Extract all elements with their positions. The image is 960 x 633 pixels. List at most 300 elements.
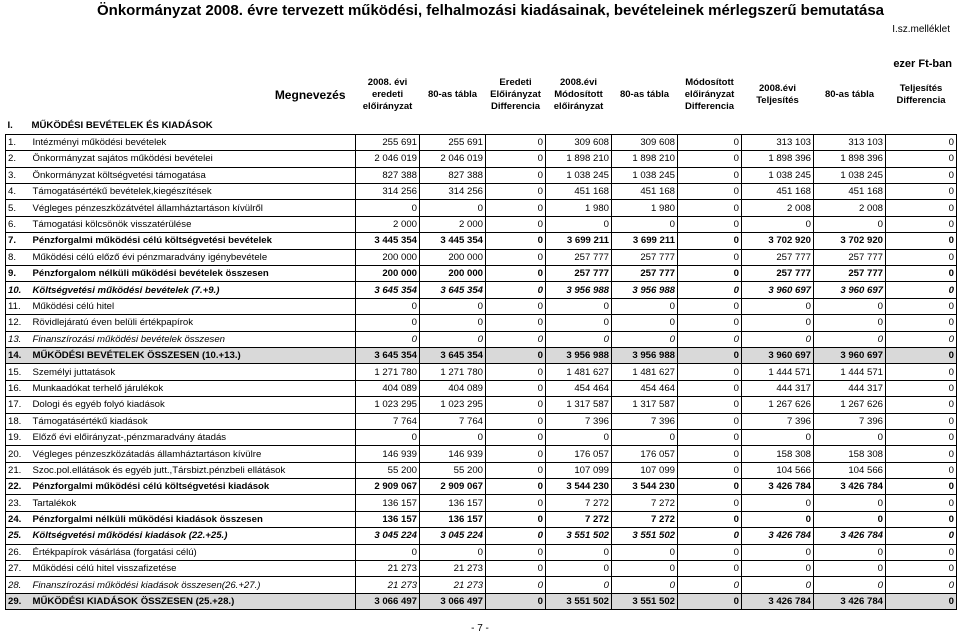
- cell-teljesites: 3 426 784: [742, 479, 814, 495]
- table-header: [6, 72, 957, 118]
- cell-eredeti-differencia: 0: [486, 577, 546, 593]
- cell-eredeti-differencia: 0: [486, 446, 546, 462]
- cell-teljesites-differencia: 0: [886, 347, 957, 363]
- cell-eredeti-differencia: 0: [486, 331, 546, 347]
- cell-80-tabla-2: 176 057: [612, 446, 678, 462]
- cell-modositott-eloiranyzat: 3 956 988: [546, 347, 612, 363]
- cell-80-tabla-3: 0: [814, 331, 886, 347]
- cell-eredeti-eloiranyzat: 55 200: [356, 462, 420, 478]
- cell-modositott-differencia: 0: [678, 298, 742, 314]
- cell-eredeti-differencia: 0: [486, 479, 546, 495]
- section-row: [6, 118, 957, 134]
- cell-eredeti-eloiranyzat: 3 066 497: [356, 593, 420, 609]
- cell-80-tabla-2: 0: [612, 315, 678, 331]
- cell-80-tabla-2: 257 777: [612, 266, 678, 282]
- row-label: Értékpapírok vásárlása (forgatási célú): [30, 544, 356, 560]
- cell-teljesites: 444 317: [742, 380, 814, 396]
- cell-teljesites-differencia: 0: [886, 233, 957, 249]
- cell-teljesites: 0: [742, 315, 814, 331]
- row-label: Pénzforgalmi nélküli működési kiadások összesen: [30, 511, 356, 527]
- cell-eredeti-eloiranyzat: 0: [356, 544, 420, 560]
- cell-80-tabla-2: 0: [612, 216, 678, 232]
- cell-80-tabla-3: 0: [814, 216, 886, 232]
- cell-eredeti-eloiranyzat: 3 445 354: [356, 233, 420, 249]
- cell-eredeti-eloiranyzat: 3 645 354: [356, 347, 420, 363]
- cell-modositott-eloiranyzat: 0: [546, 315, 612, 331]
- cell-teljesites-differencia: 0: [886, 544, 957, 560]
- cell-eredeti-differencia: 0: [486, 413, 546, 429]
- cell-80-tabla-2: 454 464: [612, 380, 678, 396]
- cell-teljesites-differencia: 0: [886, 151, 957, 167]
- cell-80-tabla-2: 0: [612, 429, 678, 445]
- cell-80-tabla-2: 0: [612, 561, 678, 577]
- cell-teljesites-differencia: 0: [886, 184, 957, 200]
- cell-modositott-differencia: 0: [678, 577, 742, 593]
- header-eredeti-differencia: Eredeti Előirányzat Differencia: [490, 77, 541, 112]
- cell-80-tabla-1: 827 388: [420, 167, 486, 183]
- cell-eredeti-differencia: 0: [486, 315, 546, 331]
- cell-modositott-differencia: 0: [678, 446, 742, 462]
- header-modositott-eloiranyzat: 2008.évi Módosított előirányzat: [553, 77, 604, 112]
- cell-eredeti-differencia: 0: [486, 134, 546, 150]
- table-row: [6, 134, 957, 150]
- cell-modositott-differencia: 0: [678, 397, 742, 413]
- cell-80-tabla-2: 1 898 210: [612, 151, 678, 167]
- cell-eredeti-eloiranyzat: 200 000: [356, 249, 420, 265]
- row-label: Finanszírozási működési bevételek összesen: [30, 331, 356, 347]
- cell-eredeti-eloiranyzat: 3 045 224: [356, 528, 420, 544]
- table-row: [6, 561, 957, 577]
- header-modositott-differencia: Módosított előirányzat Differencia: [684, 77, 735, 112]
- cell-eredeti-eloiranyzat: 7 764: [356, 413, 420, 429]
- row-label: Pénzforgalom nélküli működési bevételek összesen: [30, 266, 356, 282]
- row-label: Személyi juttatások: [30, 364, 356, 380]
- cell-teljesites-differencia: 0: [886, 593, 957, 609]
- cell-modositott-differencia: 0: [678, 331, 742, 347]
- cell-teljesites-differencia: 0: [886, 479, 957, 495]
- row-number: 11.: [6, 298, 30, 314]
- cell-80-tabla-3: 0: [814, 298, 886, 314]
- cell-eredeti-eloiranyzat: 21 273: [356, 577, 420, 593]
- cell-eredeti-differencia: 0: [486, 495, 546, 511]
- cell-modositott-eloiranyzat: 3 544 230: [546, 479, 612, 495]
- cell-80-tabla-3: 2 008: [814, 200, 886, 216]
- row-label: Költségvetési működési bevételek (7.+9.): [30, 282, 356, 298]
- cell-80-tabla-2: 0: [612, 331, 678, 347]
- cell-80-tabla-1: 200 000: [420, 249, 486, 265]
- cell-teljesites: 3 426 784: [742, 528, 814, 544]
- cell-teljesites: 1 267 626: [742, 397, 814, 413]
- cell-teljesites-differencia: 0: [886, 266, 957, 282]
- row-label: MŰKÖDÉSI BEVÉTELEK ÖSSZESEN (10.+13.): [30, 347, 356, 363]
- row-number: 21.: [6, 462, 30, 478]
- table-body: [6, 118, 957, 610]
- cell-eredeti-eloiranyzat: 0: [356, 429, 420, 445]
- row-label: Működési célú hitel: [30, 298, 356, 314]
- cell-eredeti-eloiranyzat: 2 909 067: [356, 479, 420, 495]
- cell-80-tabla-1: 314 256: [420, 184, 486, 200]
- cell-teljesites: 313 103: [742, 134, 814, 150]
- page-title: Önkormányzat 2008. évre tervezett működési, felhalmozási kiadásainak, bevételeinek mérlegszerű bemutatása: [97, 2, 885, 19]
- row-label: Pénzforgalmi működési célú költségvetési kiadások: [30, 479, 356, 495]
- row-number: 3.: [6, 167, 30, 183]
- cell-teljesites: 1 898 396: [742, 151, 814, 167]
- cell-teljesites-differencia: 0: [886, 364, 957, 380]
- row-number: 29.: [6, 593, 30, 609]
- cell-modositott-differencia: 0: [678, 233, 742, 249]
- row-label: Működési célú hitel visszafizetése: [30, 561, 356, 577]
- cell-eredeti-differencia: 0: [486, 380, 546, 396]
- table-row: [6, 151, 957, 167]
- row-number: 2.: [6, 151, 30, 167]
- cell-modositott-differencia: 0: [678, 249, 742, 265]
- row-label: Támogatási kölcsönök visszatérülése: [30, 216, 356, 232]
- cell-modositott-eloiranyzat: 1 481 627: [546, 364, 612, 380]
- cell-modositott-differencia: 0: [678, 462, 742, 478]
- table-row: [6, 429, 957, 445]
- section-label: MŰKÖDÉSI BEVÉTELEK ÉS KIADÁSOK: [30, 118, 957, 134]
- cell-teljesites: 0: [742, 495, 814, 511]
- cell-80-tabla-3: 0: [814, 561, 886, 577]
- table-row: [6, 528, 957, 544]
- cell-modositott-differencia: 0: [678, 347, 742, 363]
- cell-modositott-differencia: 0: [678, 413, 742, 429]
- cell-teljesites: 0: [742, 561, 814, 577]
- row-number: 9.: [6, 266, 30, 282]
- table-row: [6, 577, 957, 593]
- cell-teljesites: 3 426 784: [742, 593, 814, 609]
- cell-modositott-differencia: 0: [678, 167, 742, 183]
- cell-modositott-eloiranyzat: 3 956 988: [546, 282, 612, 298]
- cell-80-tabla-1: 146 939: [420, 446, 486, 462]
- cell-80-tabla-3: 1 267 626: [814, 397, 886, 413]
- cell-80-tabla-1: 0: [420, 315, 486, 331]
- cell-eredeti-differencia: 0: [486, 151, 546, 167]
- cell-modositott-eloiranyzat: 107 099: [546, 462, 612, 478]
- row-number: 28.: [6, 577, 30, 593]
- cell-80-tabla-1: 2 000: [420, 216, 486, 232]
- cell-80-tabla-3: 0: [814, 429, 886, 445]
- row-label: Költségvetési működési kiadások (22.+25.): [30, 528, 356, 544]
- cell-eredeti-eloiranyzat: 146 939: [356, 446, 420, 462]
- row-label: Finanszírozási működési kiadások összesen(26.+27.): [30, 577, 356, 593]
- cell-80-tabla-2: 7 272: [612, 511, 678, 527]
- header-teljesites: 2008.évi Teljesítés: [756, 83, 799, 106]
- cell-80-tabla-2: 3 699 211: [612, 233, 678, 249]
- cell-modositott-eloiranyzat: 0: [546, 561, 612, 577]
- cell-teljesites-differencia: 0: [886, 561, 957, 577]
- row-number: 25.: [6, 528, 30, 544]
- cell-80-tabla-2: 309 608: [612, 134, 678, 150]
- row-number: 26.: [6, 544, 30, 560]
- cell-teljesites-differencia: 0: [886, 216, 957, 232]
- row-number: 19.: [6, 429, 30, 445]
- cell-eredeti-eloiranyzat: 827 388: [356, 167, 420, 183]
- cell-80-tabla-1: 7 764: [420, 413, 486, 429]
- row-number: 14.: [6, 347, 30, 363]
- table-row: [6, 413, 957, 429]
- cell-80-tabla-2: 3 551 502: [612, 593, 678, 609]
- cell-modositott-eloiranyzat: 451 168: [546, 184, 612, 200]
- cell-modositott-eloiranyzat: 1 980: [546, 200, 612, 216]
- row-number: 18.: [6, 413, 30, 429]
- row-number: 16.: [6, 380, 30, 396]
- cell-modositott-eloiranyzat: 0: [546, 298, 612, 314]
- cell-modositott-eloiranyzat: 3 551 502: [546, 528, 612, 544]
- cell-80-tabla-1: 0: [420, 200, 486, 216]
- row-number: 12.: [6, 315, 30, 331]
- cell-eredeti-eloiranyzat: 3 645 354: [356, 282, 420, 298]
- cell-80-tabla-1: 2 046 019: [420, 151, 486, 167]
- cell-80-tabla-1: 0: [420, 331, 486, 347]
- cell-modositott-eloiranyzat: 257 777: [546, 249, 612, 265]
- row-number: 27.: [6, 561, 30, 577]
- cell-eredeti-differencia: 0: [486, 298, 546, 314]
- cell-80-tabla-1: 0: [420, 298, 486, 314]
- cell-80-tabla-3: 0: [814, 495, 886, 511]
- cell-80-tabla-1: 3 645 354: [420, 347, 486, 363]
- cell-eredeti-eloiranyzat: 255 691: [356, 134, 420, 150]
- page-number: - 7 -: [471, 623, 489, 633]
- cell-80-tabla-2: 3 956 988: [612, 282, 678, 298]
- cell-80-tabla-3: 313 103: [814, 134, 886, 150]
- cell-modositott-differencia: 0: [678, 134, 742, 150]
- unit-label: ezer Ft-ban: [893, 58, 952, 70]
- cell-80-tabla-3: 0: [814, 315, 886, 331]
- cell-eredeti-eloiranyzat: 0: [356, 200, 420, 216]
- cell-80-tabla-2: 0: [612, 544, 678, 560]
- cell-eredeti-eloiranyzat: 2 046 019: [356, 151, 420, 167]
- cell-teljesites-differencia: 0: [886, 462, 957, 478]
- cell-80-tabla-3: 3 426 784: [814, 479, 886, 495]
- cell-teljesites: 158 308: [742, 446, 814, 462]
- cell-modositott-eloiranyzat: 3 699 211: [546, 233, 612, 249]
- cell-modositott-eloiranyzat: 0: [546, 429, 612, 445]
- cell-teljesites: 0: [742, 216, 814, 232]
- cell-eredeti-differencia: 0: [486, 167, 546, 183]
- annex-label: I.sz.melléklet: [892, 24, 950, 35]
- cell-teljesites: 104 566: [742, 462, 814, 478]
- row-number: 15.: [6, 364, 30, 380]
- cell-teljesites-differencia: 0: [886, 331, 957, 347]
- row-number: 24.: [6, 511, 30, 527]
- cell-teljesites-differencia: 0: [886, 511, 957, 527]
- cell-modositott-eloiranyzat: 7 272: [546, 495, 612, 511]
- cell-modositott-differencia: 0: [678, 200, 742, 216]
- cell-modositott-differencia: 0: [678, 380, 742, 396]
- cell-teljesites: 7 396: [742, 413, 814, 429]
- cell-modositott-eloiranyzat: 0: [546, 577, 612, 593]
- cell-modositott-differencia: 0: [678, 184, 742, 200]
- row-number: 20.: [6, 446, 30, 462]
- cell-eredeti-eloiranyzat: 136 157: [356, 511, 420, 527]
- cell-80-tabla-1: 255 691: [420, 134, 486, 150]
- cell-teljesites-differencia: 0: [886, 282, 957, 298]
- table-row: [6, 298, 957, 314]
- cell-80-tabla-1: 3 066 497: [420, 593, 486, 609]
- cell-80-tabla-3: 257 777: [814, 266, 886, 282]
- cell-modositott-differencia: 0: [678, 429, 742, 445]
- row-label: Dologi és egyéb folyó kiadások: [30, 397, 356, 413]
- cell-eredeti-differencia: 0: [486, 233, 546, 249]
- row-label: Támogatásértékű bevételek,kiegészítések: [30, 184, 356, 200]
- row-number: 5.: [6, 200, 30, 216]
- cell-80-tabla-3: 3 426 784: [814, 593, 886, 609]
- header-80-tabla-1: 80-as tábla: [427, 89, 478, 100]
- cell-teljesites: 3 960 697: [742, 282, 814, 298]
- row-number: 13.: [6, 331, 30, 347]
- cell-teljesites-differencia: 0: [886, 528, 957, 544]
- cell-modositott-eloiranyzat: 0: [546, 331, 612, 347]
- row-number: 22.: [6, 479, 30, 495]
- cell-80-tabla-2: 257 777: [612, 249, 678, 265]
- row-number: 6.: [6, 216, 30, 232]
- table-row: [6, 495, 957, 511]
- cell-eredeti-differencia: 0: [486, 511, 546, 527]
- cell-teljesites: 3 960 697: [742, 347, 814, 363]
- cell-modositott-eloiranyzat: 454 464: [546, 380, 612, 396]
- row-number: 10.: [6, 282, 30, 298]
- cell-eredeti-differencia: 0: [486, 397, 546, 413]
- cell-80-tabla-1: 136 157: [420, 511, 486, 527]
- cell-80-tabla-2: 1 317 587: [612, 397, 678, 413]
- cell-80-tabla-1: 1 271 780: [420, 364, 486, 380]
- cell-eredeti-differencia: 0: [486, 200, 546, 216]
- cell-eredeti-eloiranyzat: 2 000: [356, 216, 420, 232]
- row-label: Önkormányzat költségvetési támogatása: [30, 167, 356, 183]
- cell-teljesites-differencia: 0: [886, 446, 957, 462]
- cell-modositott-differencia: 0: [678, 561, 742, 577]
- table-row: [6, 266, 957, 282]
- row-label: Rövidlejáratú éven belüli értékpapírok: [30, 315, 356, 331]
- cell-80-tabla-2: 7 272: [612, 495, 678, 511]
- cell-eredeti-eloiranyzat: 0: [356, 331, 420, 347]
- cell-modositott-differencia: 0: [678, 151, 742, 167]
- cell-teljesites-differencia: 0: [886, 413, 957, 429]
- cell-teljesites: 0: [742, 298, 814, 314]
- cell-modositott-eloiranyzat: 1 038 245: [546, 167, 612, 183]
- table-row: [6, 593, 957, 609]
- row-label: Szoc.pol.ellátások és egyéb jutt.,Társbizt.pénzbeli ellátások: [30, 462, 356, 478]
- row-label: Pénzforgalmi működési célú költségvetési bevételek: [30, 233, 356, 249]
- table-row: [6, 380, 957, 396]
- cell-80-tabla-3: 3 960 697: [814, 282, 886, 298]
- cell-80-tabla-1: 55 200: [420, 462, 486, 478]
- table-row: [6, 249, 957, 265]
- cell-80-tabla-3: 3 426 784: [814, 528, 886, 544]
- cell-modositott-eloiranyzat: 176 057: [546, 446, 612, 462]
- cell-modositott-eloiranyzat: 7 396: [546, 413, 612, 429]
- table-row: [6, 479, 957, 495]
- cell-eredeti-differencia: 0: [486, 544, 546, 560]
- cell-80-tabla-3: 451 168: [814, 184, 886, 200]
- cell-teljesites: 0: [742, 544, 814, 560]
- cell-eredeti-differencia: 0: [486, 429, 546, 445]
- cell-80-tabla-3: 0: [814, 544, 886, 560]
- cell-eredeti-differencia: 0: [486, 184, 546, 200]
- table-row: [6, 446, 957, 462]
- cell-80-tabla-3: 3 702 920: [814, 233, 886, 249]
- cell-teljesites: 0: [742, 511, 814, 527]
- header-teljesites-differencia: Teljesítés Differencia: [896, 83, 946, 106]
- cell-eredeti-differencia: 0: [486, 593, 546, 609]
- cell-80-tabla-1: 3 445 354: [420, 233, 486, 249]
- cell-80-tabla-1: 136 157: [420, 495, 486, 511]
- cell-80-tabla-2: 1 038 245: [612, 167, 678, 183]
- table-row: [6, 184, 957, 200]
- cell-teljesites: 451 168: [742, 184, 814, 200]
- cell-eredeti-differencia: 0: [486, 561, 546, 577]
- cell-modositott-differencia: 0: [678, 216, 742, 232]
- cell-80-tabla-3: 7 396: [814, 413, 886, 429]
- table-row: [6, 167, 957, 183]
- row-label: Előző évi előirányzat-,pénzmaradvány átadás: [30, 429, 356, 445]
- cell-eredeti-eloiranyzat: 314 256: [356, 184, 420, 200]
- cell-modositott-differencia: 0: [678, 511, 742, 527]
- row-number: 7.: [6, 233, 30, 249]
- cell-80-tabla-1: 404 089: [420, 380, 486, 396]
- cell-eredeti-eloiranyzat: 1 023 295: [356, 397, 420, 413]
- cell-teljesites: 0: [742, 331, 814, 347]
- cell-teljesites-differencia: 0: [886, 134, 957, 150]
- row-label: Munkaadókat terhelő járulékok: [30, 380, 356, 396]
- row-number: 23.: [6, 495, 30, 511]
- cell-modositott-eloiranyzat: 1 317 587: [546, 397, 612, 413]
- cell-80-tabla-2: 3 956 988: [612, 347, 678, 363]
- header-80-tabla-3: 80-as tábla: [824, 89, 875, 100]
- cell-80-tabla-3: 158 308: [814, 446, 886, 462]
- cell-80-tabla-2: 0: [612, 298, 678, 314]
- cell-eredeti-eloiranyzat: 0: [356, 315, 420, 331]
- cell-eredeti-differencia: 0: [486, 282, 546, 298]
- cell-eredeti-differencia: 0: [486, 347, 546, 363]
- cell-teljesites: 3 702 920: [742, 233, 814, 249]
- cell-teljesites-differencia: 0: [886, 577, 957, 593]
- cell-80-tabla-3: 1 444 571: [814, 364, 886, 380]
- budget-table: [5, 72, 957, 610]
- cell-modositott-differencia: 0: [678, 495, 742, 511]
- cell-modositott-differencia: 0: [678, 479, 742, 495]
- row-label: Intézményi működési bevételek: [30, 134, 356, 150]
- cell-modositott-eloiranyzat: 0: [546, 544, 612, 560]
- cell-80-tabla-3: 3 960 697: [814, 347, 886, 363]
- cell-eredeti-differencia: 0: [486, 216, 546, 232]
- cell-teljesites-differencia: 0: [886, 380, 957, 396]
- cell-80-tabla-2: 7 396: [612, 413, 678, 429]
- cell-eredeti-eloiranyzat: 0: [356, 298, 420, 314]
- cell-modositott-eloiranyzat: 0: [546, 216, 612, 232]
- row-number: 1.: [6, 134, 30, 150]
- table-row: [6, 397, 957, 413]
- cell-modositott-differencia: 0: [678, 266, 742, 282]
- table-row: [6, 216, 957, 232]
- cell-teljesites-differencia: 0: [886, 298, 957, 314]
- cell-eredeti-eloiranyzat: 404 089: [356, 380, 420, 396]
- row-label: Működési célú előző évi pénzmaradvány igénybevétele: [30, 249, 356, 265]
- cell-teljesites: 257 777: [742, 249, 814, 265]
- cell-modositott-eloiranyzat: 1 898 210: [546, 151, 612, 167]
- cell-80-tabla-2: 451 168: [612, 184, 678, 200]
- cell-eredeti-differencia: 0: [486, 249, 546, 265]
- row-label: Végleges pénzeszközátvétel államháztartáson kívülről: [30, 200, 356, 216]
- cell-modositott-eloiranyzat: 3 551 502: [546, 593, 612, 609]
- header-megnevezes: Megnevezés: [274, 88, 346, 102]
- table-row: [6, 511, 957, 527]
- cell-modositott-differencia: 0: [678, 315, 742, 331]
- table-row: [6, 364, 957, 380]
- cell-eredeti-differencia: 0: [486, 364, 546, 380]
- cell-80-tabla-1: 0: [420, 544, 486, 560]
